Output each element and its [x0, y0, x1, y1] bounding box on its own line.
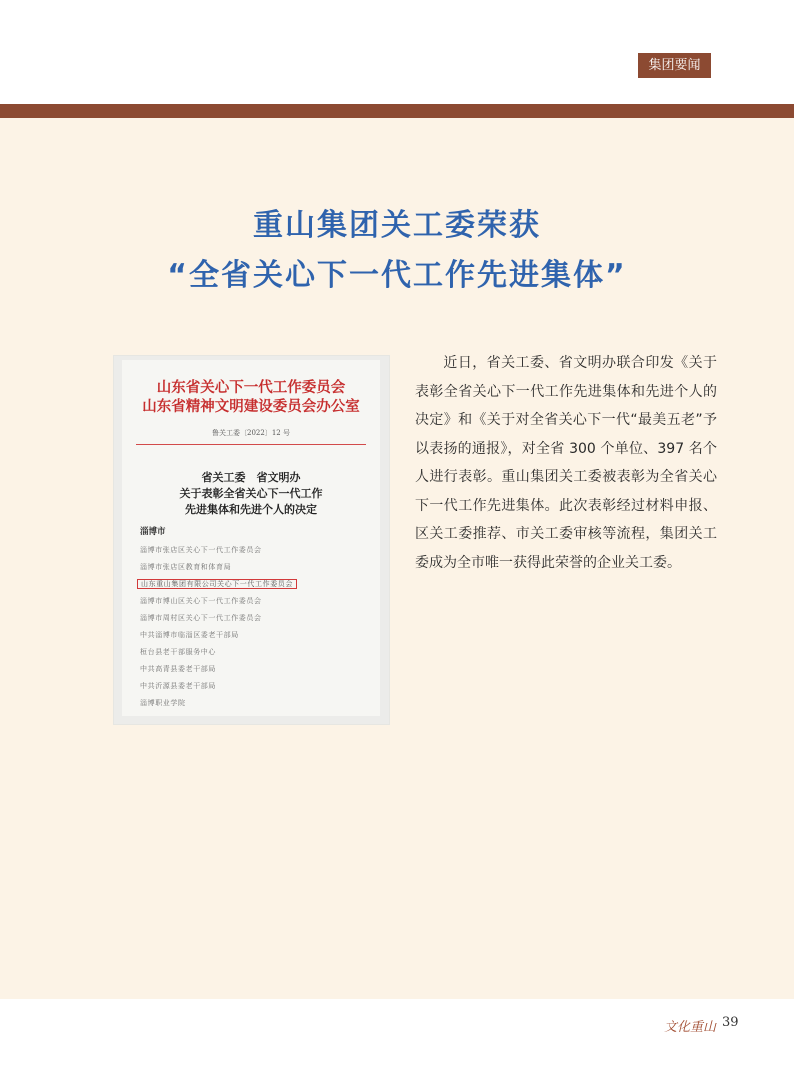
- footer-logo: 文化重山: [664, 1020, 717, 1035]
- document-header-line1: 山东省关心下一代工作委员会: [156, 379, 346, 396]
- document-header-line2: 山东省精神文明建设委员会办公室: [142, 398, 360, 415]
- document-number: 鲁关工委〔2022〕12 号: [212, 429, 290, 437]
- article-body-text: 近日，省关工委、省文明办联合印发《关于表彰全省关心下一代工作先进集体和先进个人的决定》和《关于对全省关心下一代“最美五老”予以表扬的通报》，对全省 300 个单位、397 名个人进行表彰。重山集团关工委被表彰为全省关心下一代工作先进集体。此次表彰经过材料申报、区关工委推荐、市关工委审核等流程，集团关工委成为全市唯一获得此荣誉的企业关工委。: [415, 355, 717, 571]
- list-item: 淄博职业学院: [140, 699, 186, 707]
- article-title-line2: “全省关心下一代工作先进集体”: [167, 258, 627, 293]
- document-red-rule: [136, 444, 366, 445]
- page-number: 39: [722, 1015, 739, 1030]
- list-item-highlighted: 山东重山集团有限公司关心下一代工作委员会: [140, 577, 370, 594]
- list-item: 淄博市周村区关心下一代工作委员会: [140, 614, 262, 622]
- document-photo: [113, 355, 390, 725]
- list-item: 中共沂源县委老干部局: [140, 682, 216, 690]
- article-body: [415, 349, 717, 577]
- document-title-line2: 关于表彰全省关心下一代工作: [179, 487, 323, 500]
- document-unit-list: [140, 543, 370, 713]
- list-item: 中共淄博市临淄区委老干部局: [140, 631, 239, 639]
- list-item: 淄博市博山区关心下一代工作委员会: [140, 597, 262, 605]
- document-title-line1: 省关工委 省文明办: [201, 471, 301, 484]
- list-item: 淄博市张店区关心下一代工作委员会: [140, 546, 262, 554]
- top-margin: [0, 0, 794, 104]
- document-title-line3: 先进集体和先进个人的决定: [185, 503, 317, 516]
- list-item: 淄博市张店区教育和体育局: [140, 563, 232, 571]
- document-city: 淄博市: [140, 527, 166, 537]
- document-paper: [122, 360, 380, 716]
- list-item: 桓台县老干部服务中心: [140, 648, 216, 656]
- list-item: 中共高青县委老干部局: [140, 665, 216, 673]
- header-divider-bar: [0, 104, 794, 118]
- article-title-line1: 重山集团关工委荣获: [253, 208, 541, 243]
- section-tag: 集团要闻: [638, 53, 711, 78]
